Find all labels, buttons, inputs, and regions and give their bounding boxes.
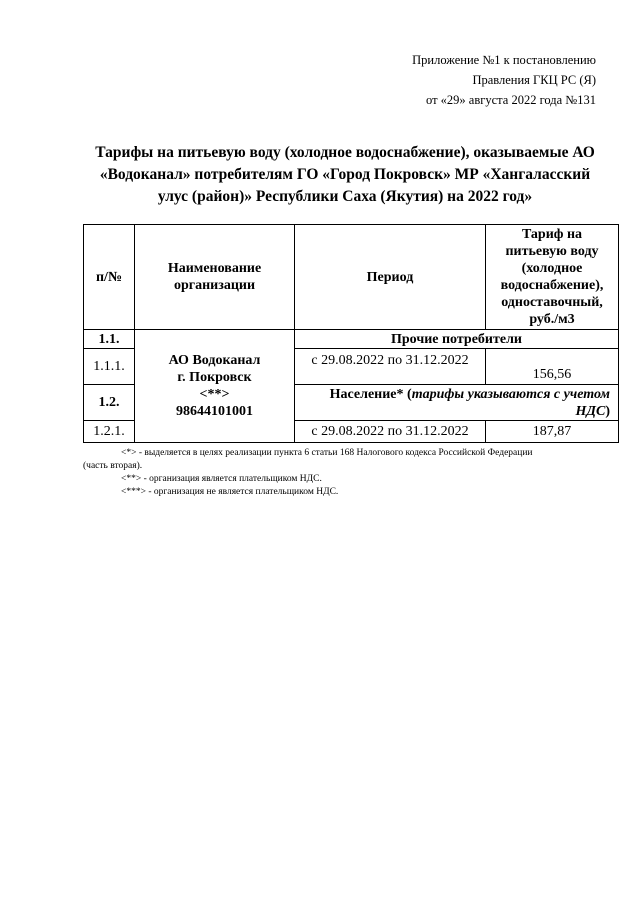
header-tariff (486, 225, 619, 330)
header-tariff-line-1: Тариф на (521, 227, 583, 242)
row-num: 1.1. (84, 330, 135, 349)
row-period: с 29.08.2022 по 31.12.2022 (295, 349, 486, 385)
document-title (80, 142, 610, 208)
category-population-note: тарифы указываются с учетом НДС (411, 386, 610, 419)
organization-cell (135, 330, 295, 443)
category-other-consumers: Прочие потребители (295, 330, 619, 349)
org-line-4: 98644101001 (176, 404, 253, 419)
row-num: 1.2.1. (84, 421, 135, 443)
annex-line-2: Правления ГКЦ РС (Я) (472, 73, 596, 87)
title-line-1: Тарифы на питьевую воду (холодное водоснабжение), оказываемые АО (95, 144, 595, 161)
annex-reference (412, 50, 596, 110)
header-tariff-line-2: питьевую воду (505, 244, 599, 259)
header-tariff-line-6: руб./м3 (529, 312, 575, 327)
header-tariff-line-4: водоснабжение), (500, 278, 604, 293)
org-line-2: г. Покровск (177, 370, 252, 385)
org-line-3: <**> (199, 387, 230, 402)
header-period: Период (295, 225, 486, 330)
row-num: 1.2. (84, 385, 135, 421)
title-line-3: улус (район)» Республики Саха (Якутия) на 2022 год» (157, 188, 533, 205)
footnote-1-line-1: <*> - выделяется в целях реализации пункта 6 статьи 168 Налогового кодекса Российской Федерации (121, 448, 533, 458)
footnote-2: <**> - организация является плательщиком НДС. (121, 474, 322, 484)
category-population (295, 385, 619, 421)
row-period: с 29.08.2022 по 31.12.2022 (295, 421, 486, 443)
row-tariff: 156,56 (486, 349, 619, 385)
header-org-line-2: организации (173, 278, 256, 293)
annex-line-3: от «29» августа 2022 года №131 (425, 93, 596, 107)
category-population-end: ) (605, 403, 610, 419)
annex-line-1: Приложение №1 к постановлению (412, 53, 596, 67)
table-row (84, 330, 619, 349)
header-organization (135, 225, 295, 330)
footnote-1-line-2: (часть вторая). (83, 461, 143, 471)
row-num: 1.1.1. (84, 349, 135, 385)
category-population-label: Население* ( (329, 386, 412, 402)
tariff-table (83, 224, 619, 443)
header-tariff-line-3: (холодное (521, 261, 583, 276)
footnote-3: <***> - организация не является плательщиком НДС. (121, 487, 339, 497)
row-tariff: 187,87 (486, 421, 619, 443)
header-tariff-line-5: одноставочный, (501, 295, 603, 310)
header-org-line-1: Наименование (167, 261, 262, 276)
org-line-1: АО Водоканал (168, 353, 261, 368)
table-header-row (84, 225, 619, 330)
footnotes (83, 447, 613, 499)
title-line-2: «Водоканал» потребителям ГО «Город Покровск» МР «Хангаласский (99, 166, 591, 183)
header-num: п/№ (84, 225, 135, 330)
